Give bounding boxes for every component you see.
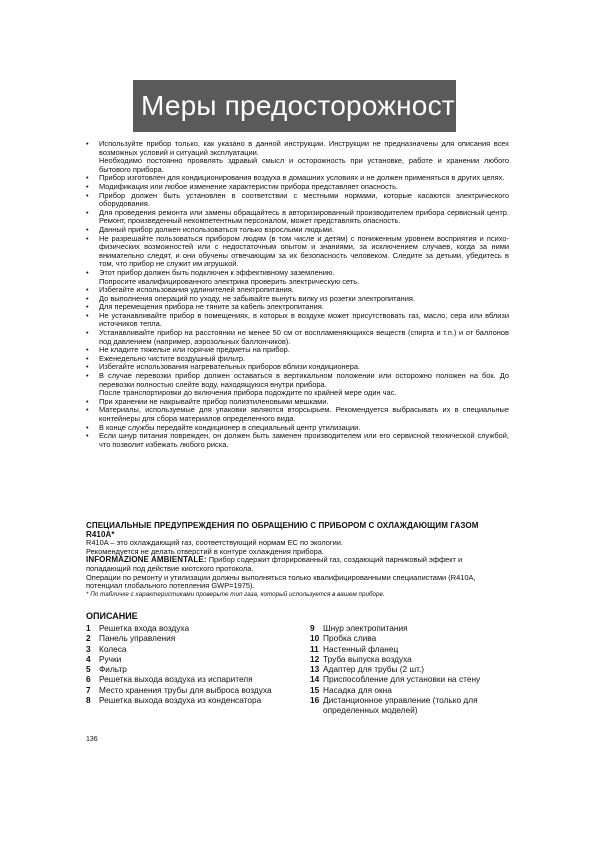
page-title: Меры предосторожности (141, 90, 471, 121)
list-item: • Не кладите тяжелые или горячие предметы на прибор. (86, 346, 509, 355)
list-item: 2 Панель управления (86, 633, 176, 644)
list-item: • Используйте прибор только, как указано в данной инструкции. Инструкции не предназначены для описания всех возможных условий и ситуаций эксплуатации. Необходимо постоянно проявлять здравый смысл и осторожность при установке, работе и хранении любого бытового прибора. (86, 140, 509, 174)
list-item: • Данный прибор должен использоваться только взрослыми людьми. (86, 226, 509, 235)
refrigerant-warning (86, 522, 509, 598)
list-item: 14 Приспособление для установки на стену (310, 674, 481, 685)
warning-heading: СПЕЦИАЛЬНЫЕ ПРЕДУПРЕЖДЕНИЯ ПО ОБРАЩЕНИЮ С ПРИБОРОМ С ОХЛАЖДАЮЩИМ ГАЗОМ R410A* (86, 521, 479, 539)
list-item: 3 Колеса (86, 643, 127, 654)
precautions-list (86, 140, 509, 449)
parts-list-left (86, 623, 296, 705)
environment-label: INFORMAZIONE AMBIENTALE: (86, 555, 207, 565)
list-item: • Устанавливайте прибор на расстоянии не менее 50 см от воспламеняющихся веществ (спирта и т.п.) и от баллонов под давлением (например, аэрозольных баллончиков). (86, 329, 509, 346)
list-item: 7 Место хранения трубы для выброса воздуха (86, 684, 272, 695)
list-item: 10 Пробка слива (310, 633, 377, 644)
list-item: • Не разрешайте пользоваться прибором людям (в том числе и детям) с пониженным уровнем восприятия и психо-физических возможностей или с недостаточным опытом и знаниями, за исключением случаев, когда за ними внимательно следят, и они обучены отвечающим за их безопасность человеком. Следите за детьми, убедитесь в том, что прибор не служит им игрушкой. (86, 235, 509, 269)
list-item: • Материалы, используемые для упаковки являются вторсырьем. Рекомендуется выбрасывать их в специальные контейнеры для сбора материалов определенного вида. (86, 406, 509, 423)
list-item: • Модификация или любое изменение характеристик прибора представляет опасность. (86, 183, 509, 192)
list-item: 9 Шнур электропитания (310, 623, 408, 633)
footnote: * По табличке с характеристиками проверьте тип газа, который используется в вашем приборе. (86, 590, 385, 598)
description-heading: ОПИСАНИЕ (86, 611, 138, 621)
list-item: 15 Насадка для окна (310, 684, 392, 695)
list-item: • При хранении не накрывайте прибор полиэтиленовыми мешками. (86, 398, 509, 407)
parts-list-right (310, 623, 510, 716)
list-item: 13 Адаптер для трубы (2 шт.) (310, 664, 425, 675)
list-item: • До выполнения операций по уходу, не забывайте вынуть вилку из розетки электропитания. (86, 295, 509, 304)
list-item: • Избегайте использования нагревательных приборов вблизи кондиционера. (86, 363, 509, 372)
warning-line: R410A – это охлаждающий газ, соответствующий нормам ЕС по экологии. (86, 538, 343, 548)
list-item: • Прибор должен быть установлен в соответствии с местными нормами, которые касаются электрического оборудования. (86, 192, 509, 209)
list-item: • Прибор изготовлен для кондиционирования воздуха в домашних условиях и не должен применяться в других целях. (86, 174, 509, 183)
list-item: 8 Решетка выхода воздуха из конденсатора (86, 695, 262, 706)
list-item: • В случае перевозки прибор должен оставаться в вертикальном положении или осторожно положен на бок. До перевозки полностью слейте воду, находящуюся внутри прибора. После транспортировки до включения прибора подождите по крайней мере один час. (86, 372, 509, 398)
list-item: • Избегайте использования удлинителей электропитания. (86, 286, 509, 295)
list-item: • Еженедельно чистите воздушный фильтр. (86, 355, 509, 364)
list-item: • Для проведения ремонта или замены обращайтесь в авторизированный производителем прибора сервисный центр. Ремонт, произведенный некомпетентным персоналом, может представлять опасность. (86, 209, 509, 226)
warning-line: Рекомендуется не делать отверстий в контуре охлаждения прибора. (86, 546, 324, 556)
environment-info (86, 556, 509, 573)
list-item: • Этот прибор должен быть подключен к эффективному заземлению. Попросите квалифицированного электрика проверить электрическую сеть. (86, 269, 509, 286)
list-item: • Если шнур питания поврежден, он должен быть заменен производителем или его сервисной технической службой, что позволит избежать любого риска. (86, 432, 509, 449)
list-item: • В конце службы передайте кондиционер в специальный центр утилизации. (86, 424, 509, 433)
list-item: • Не устанавливайте прибор в помещениях, в которых в воздухе может присутствовать газ, масло, сера или вблизи источников тепла. (86, 312, 509, 329)
list-item: • Для перемещения прибора не тяните за кабель электропитания. (86, 303, 509, 312)
list-item: 1 Решетка входа воздуха (86, 623, 190, 633)
list-item: 5 Фильтр (86, 664, 127, 675)
list-item: 16 Дистанционное управление (только для определенных моделей) (310, 695, 478, 716)
list-item: 11 Настенный фланец (310, 643, 399, 654)
warning-line: Операции по ремонту и утилизации должны выполняться только квалифицированными специалистами (R410A, потенциал глобального потепления GWP=1975). (86, 572, 476, 591)
list-item: 4 Ручки (86, 653, 122, 664)
list-item: 6 Решетка выхода воздуха из испарителя (86, 674, 253, 685)
title-banner (133, 80, 471, 132)
environment-text: Прибор содержит фторированный газ, создающий парниковый эффект и попадающий под действие киотского протокола. (86, 555, 463, 573)
page-number: 136 (86, 736, 98, 743)
list-item: 12 Труба выпуска воздуха (310, 653, 412, 664)
